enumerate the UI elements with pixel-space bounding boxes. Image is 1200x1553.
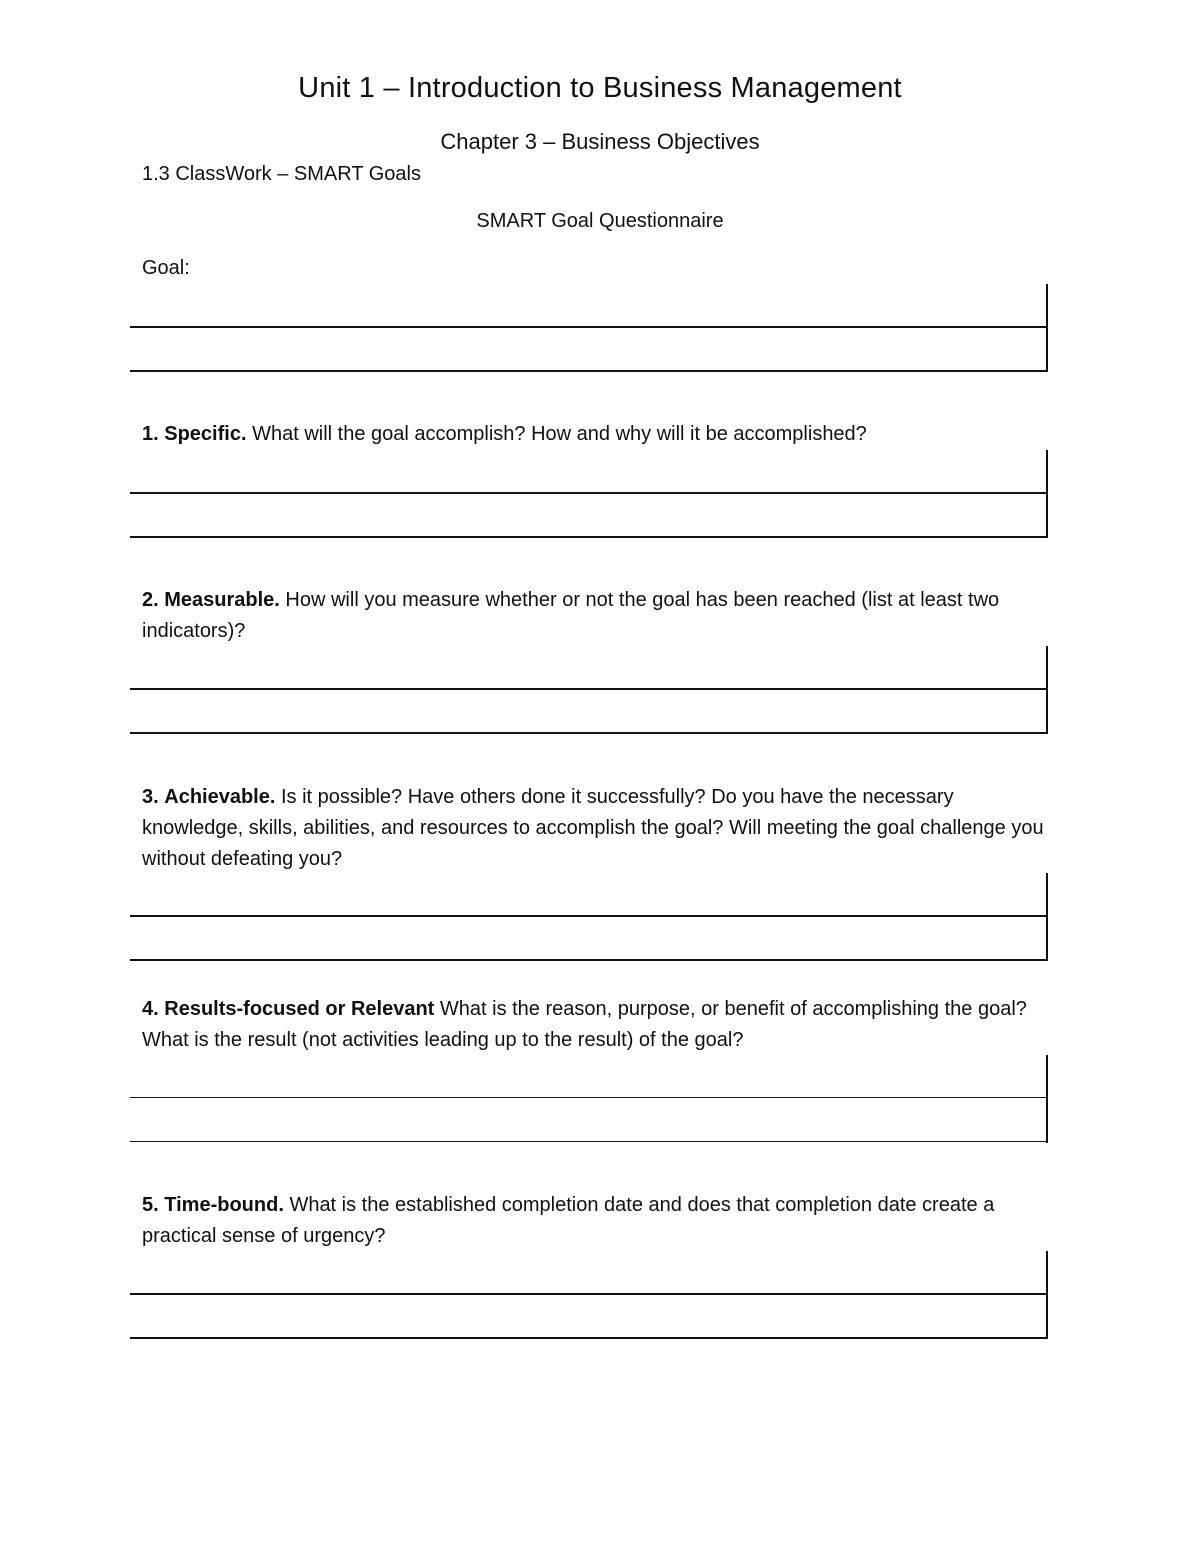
relevant-answer-field[interactable] bbox=[130, 1055, 1048, 1143]
goal-answer-field[interactable] bbox=[130, 284, 1048, 372]
question-achievable bbox=[142, 782, 1052, 875]
question-number: 2. bbox=[142, 589, 159, 611]
goal-label: Goal: bbox=[142, 257, 190, 279]
question-text: What is the reason, purpose, or benefit of accomplishing the goal? What is the result (not activities leading up to the result) of the goal? bbox=[142, 998, 1027, 1051]
question-text: Is it possible? Have others done it successfully? Do you have the necessary knowledge, skills, abilities, and resources to accomplish the goal? Will meeting the goal challenge you without defeating you? bbox=[142, 786, 1044, 870]
achievable-answer-field[interactable] bbox=[130, 873, 1048, 961]
question-relevant bbox=[142, 994, 1052, 1056]
questionnaire-title: SMART Goal Questionnaire bbox=[476, 210, 724, 232]
answer-line bbox=[130, 492, 1048, 494]
answer-border bbox=[1046, 1251, 1048, 1339]
question-number: 3. bbox=[142, 786, 159, 808]
time-bound-answer-field[interactable] bbox=[130, 1251, 1048, 1339]
question-number: 4. bbox=[142, 998, 159, 1020]
question-term: Achievable. bbox=[164, 786, 276, 808]
answer-line bbox=[130, 1141, 1048, 1142]
question-time-bound bbox=[142, 1190, 1052, 1252]
question-measurable bbox=[142, 585, 1052, 647]
page-title: Unit 1 – Introduction to Business Management bbox=[298, 72, 902, 104]
question-specific bbox=[142, 419, 1052, 450]
answer-border bbox=[1046, 284, 1048, 372]
answer-line bbox=[130, 915, 1048, 917]
question-term: Time-bound. bbox=[164, 1194, 284, 1216]
question-term: Results-focused or Relevant bbox=[164, 998, 435, 1020]
answer-border bbox=[1046, 873, 1048, 961]
answer-line bbox=[130, 370, 1048, 372]
answer-line bbox=[130, 1293, 1048, 1295]
answer-line bbox=[130, 326, 1048, 328]
question-text: What will the goal accomplish? How and why will it be accomplished? bbox=[252, 423, 867, 445]
answer-line bbox=[130, 688, 1048, 690]
answer-line bbox=[130, 1337, 1048, 1339]
answer-line bbox=[130, 732, 1048, 734]
question-number: 5. bbox=[142, 1194, 159, 1216]
question-term: Specific. bbox=[164, 423, 247, 445]
question-term: Measurable. bbox=[164, 589, 280, 611]
answer-line bbox=[130, 1097, 1048, 1098]
answer-border bbox=[1046, 1055, 1048, 1143]
answer-line bbox=[130, 536, 1048, 538]
question-text: How will you measure whether or not the goal has been reached (list at least two indicators)? bbox=[142, 589, 1000, 642]
classwork-label: 1.3 ClassWork – SMART Goals bbox=[142, 163, 421, 185]
answer-border bbox=[1046, 450, 1048, 538]
answer-line bbox=[130, 959, 1048, 961]
measurable-answer-field[interactable] bbox=[130, 646, 1048, 734]
chapter-heading: Chapter 3 – Business Objectives bbox=[440, 129, 760, 154]
question-text: What is the established completion date and does that completion date create a practical sense of urgency? bbox=[142, 1194, 995, 1247]
question-number: 1. bbox=[142, 423, 159, 445]
answer-border bbox=[1046, 646, 1048, 734]
specific-answer-field[interactable] bbox=[130, 450, 1048, 538]
